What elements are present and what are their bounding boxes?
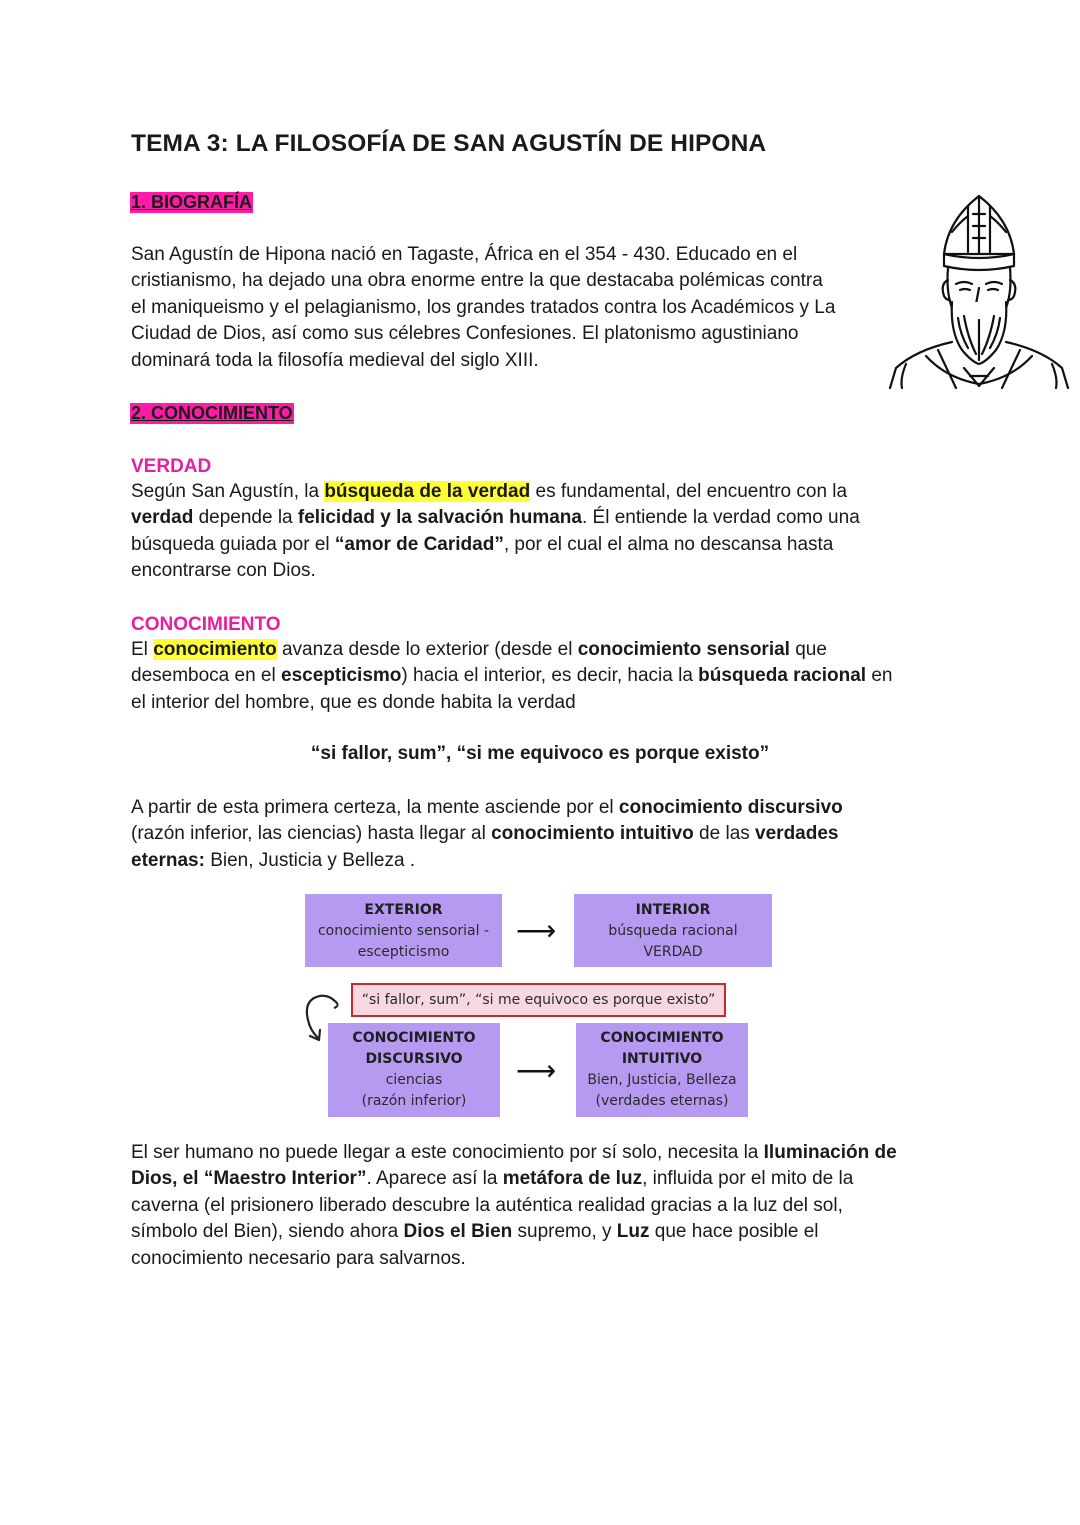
arrow-right-icon: ⟶ [516,1055,557,1086]
page-title: TEMA 3: LA FILOSOFÍA DE SAN AGUSTÍN DE HIPONA [131,130,767,157]
text-line: dominará toda la filosofía medieval del siglo XIII. [131,349,539,371]
highlight-busqueda-verdad: búsqueda de la verdad [324,481,531,502]
central-quote: “si fallor, sum”, “si me equivoco es porque existo” [310,743,770,764]
subheading-conocimiento: CONOCIMIENTO [131,614,281,635]
diagram-box-discursivo: CONOCIMIENTO DISCURSIVO ciencias (razón inferior) [328,1023,500,1117]
text-line: Ciudad de Dios, así como sus célebres Confesiones. El platonismo agustiniano [131,323,799,345]
text-line: eternas: Bien, Justicia y Belleza . [131,849,416,871]
text-line: cristianismo, ha dejado una obra enorme entre la que destacaba polémicas contra [131,270,823,292]
text-line: Dios, el “Maestro Interior”. Aparece así la metáfora de luz, influida por el mito de la [131,1168,854,1190]
text-line: encontrarse con Dios. [131,560,316,582]
text-line: caverna (el prisionero liberado descubre la auténtica realidad gracias a la luz del sol, [131,1194,843,1216]
text-line: Según San Agustín, la búsqueda de la verdad es fundamental, del encuentro con la [131,481,848,502]
diagram-quote-box: “si fallor, sum”, “si me equivoco es porque existo” [351,983,726,1017]
text-line: verdad depende la felicidad y la salvación humana. Él entiende la verdad como una [131,507,860,529]
highlight-conocimiento: conocimiento [153,639,277,660]
text-line: El ser humano no puede llegar a este conocimiento por sí solo, necesita la Iluminación de [131,1142,897,1163]
diagram-box-exterior: EXTERIOR conocimiento sensorial - escepticismo [305,894,502,967]
section-heading-biografia: 1. BIOGRAFÍA [131,192,253,212]
arrow-right-icon: ⟶ [516,915,557,946]
text-line: (razón inferior, las ciencias) hasta llegar al conocimiento intuitivo de las verdades [131,823,839,845]
text-line: el interior del hombre, que es donde habita la verdad [131,691,576,713]
text-line: búsqueda guiada por el “amor de Caridad”, por el cual el alma no descansa hasta [131,533,834,555]
text-line: desemboca en el escepticismo) hacia el interior, es decir, hacia la búsqueda racional en [131,665,893,687]
text-line: A partir de esta primera certeza, la mente asciende por el conocimiento discursivo [131,797,843,818]
diagram-box-intuitivo: CONOCIMIENTO INTUITIVO Bien, Justicia, Belleza (verdades eternas) [576,1023,748,1117]
subheading-verdad: VERDAD [131,456,212,477]
section-heading-conocimiento: 2. CONOCIMIENTO [131,403,293,423]
text-line: El conocimiento avanza desde lo exterior (desde el conocimiento sensorial que [131,639,827,660]
text-line: San Agustín de Hipona nació en Tagaste, África en el 354 - 430. Educado en el [131,244,798,265]
text-line: el maniqueismo y el pelagianismo, los grandes tratados contra los Académicos y La [131,296,836,318]
diagram-box-interior: INTERIOR búsqueda racional VERDAD [574,894,772,967]
text-line: conocimiento necesario para salvarnos. [131,1247,466,1269]
text-line: símbolo del Bien), siendo ahora Dios el Bien supremo, y Luz que hace posible el [131,1221,819,1243]
iluminacion-paragraph [131,1140,897,1272]
